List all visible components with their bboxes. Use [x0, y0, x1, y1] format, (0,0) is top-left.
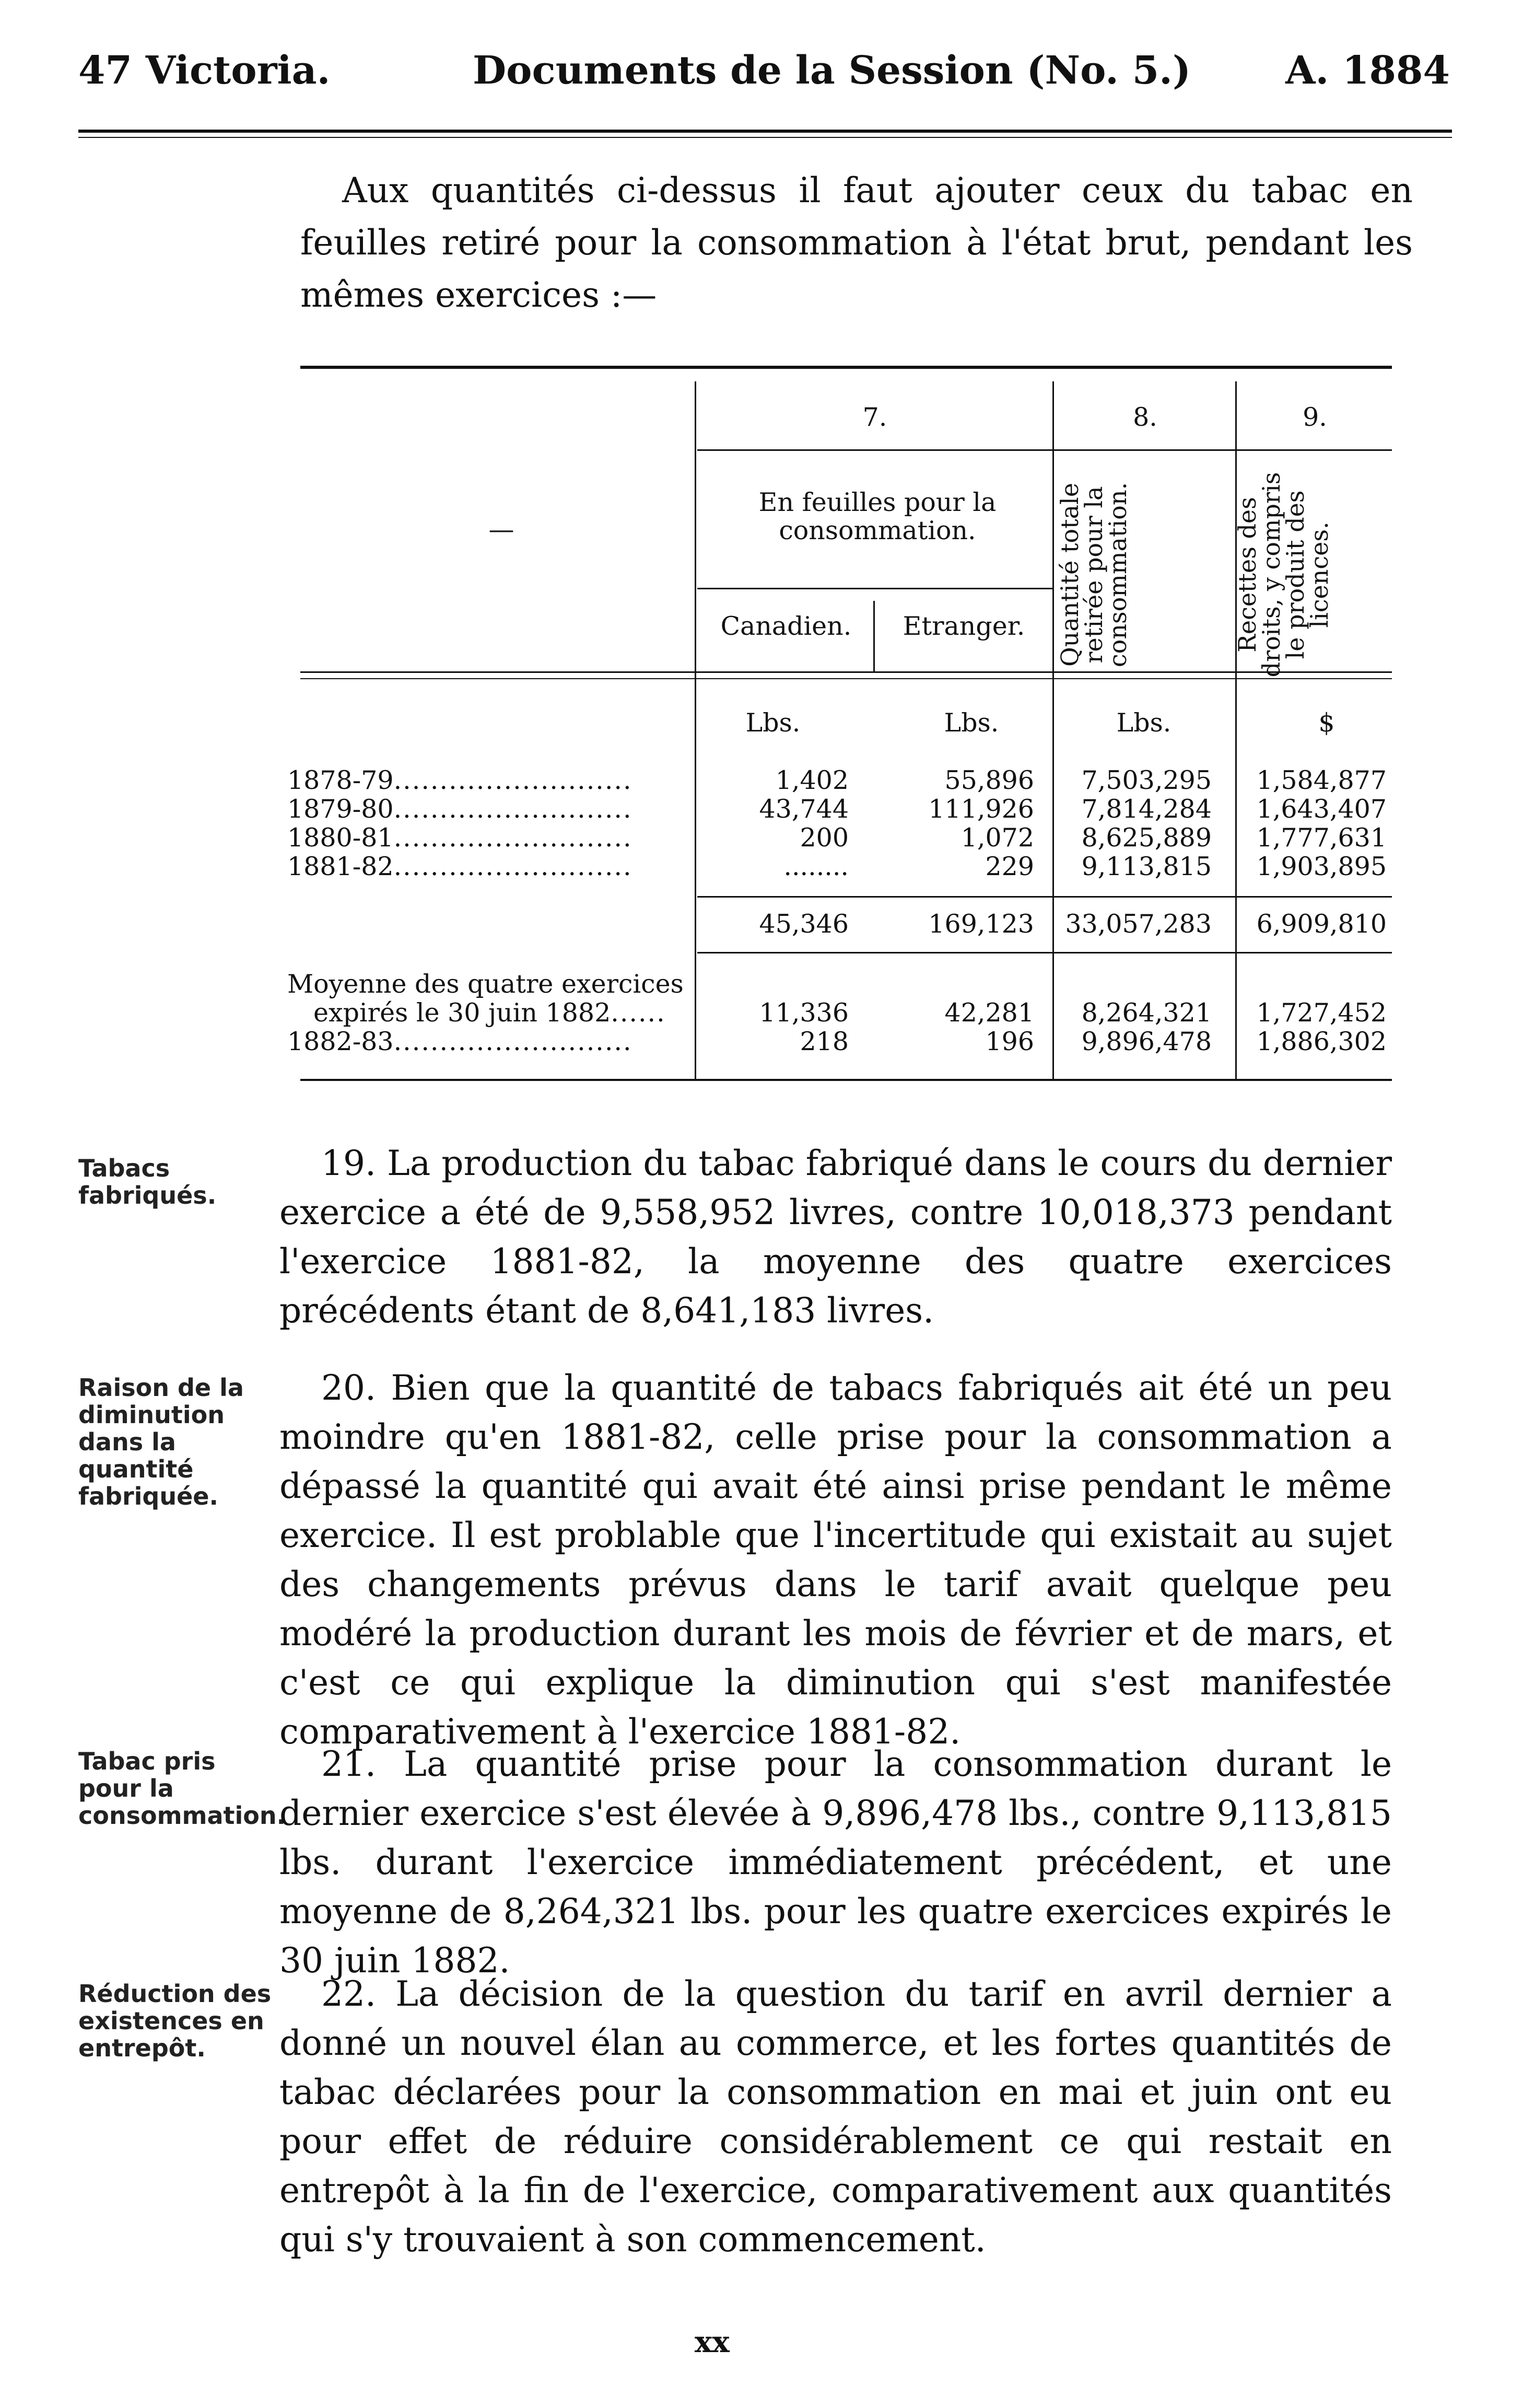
col7-group-header: En feuilles pour la consommation. — [758, 487, 997, 545]
average-etranger: 42,281 — [944, 998, 1034, 1028]
total-etranger: 169,123 — [928, 909, 1034, 939]
average-total: 8,264,321 — [1081, 998, 1212, 1028]
header-year: A. 1884 — [1285, 48, 1450, 93]
cell-total: 8,625,889 — [1081, 823, 1212, 853]
intro-text: Aux quantités ci-dessus il faut ajouter ceux du tabac en feuilles retiré pour la consommation à l'état brut, pendant les mêmes exercices :— — [300, 170, 1413, 315]
col8-header: Quantité totale retirée pour la consommation. — [1056, 482, 1132, 668]
intro-paragraph — [300, 165, 1413, 321]
col-etranger-header: Etranger. — [903, 611, 1025, 641]
table-rule — [300, 678, 1392, 679]
header-volume: 47 Victoria. — [78, 48, 331, 93]
cell-etranger: 196 — [985, 1027, 1034, 1056]
table-col-rule — [695, 381, 696, 1079]
average-recettes: 1,727,452 — [1256, 998, 1387, 1028]
cell-total: 7,814,284 — [1081, 794, 1212, 824]
paragraph-21: 21. La quantité prise pour la consommation durant le dernier exercice s'est élevée à 9,896,478 lbs., contre 9,113,815 lbs. durant l'exercice immédiatement précédent, et une moyenne de 8,264,321 lbs. pour les quatre exercices expirés le 30 juin 1882. — [279, 1744, 1392, 1981]
cell-canadien: 43,744 — [759, 794, 849, 824]
unit-recettes: $ — [1318, 708, 1335, 738]
unit-etranger: Lbs. — [944, 708, 999, 738]
margin-note: Réduction des existences en entrepôt. — [78, 1980, 272, 2062]
margin-note: Raison de la diminution dans la quantité fabriquée. — [78, 1374, 244, 1510]
cell-recettes: 1,777,631 — [1256, 823, 1387, 853]
cell-total: 9,113,815 — [1081, 852, 1212, 881]
cell-canadien: 1,402 — [775, 765, 849, 795]
cell-canadien: 218 — [800, 1027, 849, 1056]
table-top-rule — [300, 366, 1392, 369]
cell-etranger: 111,926 — [928, 794, 1034, 824]
cell-canadien: 200 — [800, 823, 849, 853]
margin-note: Tabacs fabriqués. — [78, 1154, 217, 1209]
total-total: 33,057,283 — [1065, 909, 1212, 939]
table-bottom-rule — [300, 1079, 1392, 1081]
cell-recettes: 1,584,877 — [1256, 765, 1387, 795]
col7-number: 7. — [862, 402, 887, 432]
cell-recettes: 1,903,895 — [1256, 852, 1387, 881]
paragraph-19: 19. La production du tabac fabriqué dans le cours du dernier exercice a été de 9,558,952 livres, contre 10,018,373 pendant l'exercice 1881-82, la moyenne des quatre exercices précédents étant de 8,641,183 livres. — [279, 1143, 1392, 1331]
cell-etranger: 55,896 — [944, 765, 1034, 795]
unit-canadien: Lbs. — [745, 708, 801, 738]
table-col-rule — [873, 601, 875, 671]
table-rule — [300, 671, 1392, 673]
table-rule — [697, 449, 1392, 451]
cell-recettes: 1,643,407 — [1256, 794, 1387, 824]
row-label: 1880-81.......................... — [287, 823, 632, 853]
cell-total: 9,896,478 — [1081, 1027, 1212, 1056]
total-canadien: 45,346 — [759, 909, 849, 939]
unit-total: Lbs. — [1116, 708, 1171, 738]
col9-header: Recettes des droits, y compris le produit des licences. — [1233, 472, 1333, 678]
row-label: 1878-79.......................... — [287, 765, 632, 795]
cell-etranger: 1,072 — [960, 823, 1034, 853]
cell-total: 7,503,295 — [1081, 765, 1212, 795]
header-title: Documents de la Session (No. 5.) — [473, 48, 1191, 93]
paragraph-22: 22. La décision de la question du tarif en avril dernier a donné un nouvel élan au commerce, et les fortes quantités de tabac déclarées pour la consommation en mai et juin ont eu pour effet de réduire considérablement ce qui restait en entrepôt à la fin de l'exercice, comparativement aux quantités qui s'y trouvaient à son commencement. — [279, 1974, 1392, 2260]
table-col-rule — [1052, 381, 1054, 1079]
average-label-line2: expirés le 30 juin 1882...... — [313, 998, 666, 1028]
col-canadien-header: Canadien. — [720, 611, 852, 641]
col8-number: 8. — [1133, 402, 1157, 432]
cell-recettes: 1,886,302 — [1256, 1027, 1387, 1056]
row-label: 1882-83.......................... — [287, 1027, 632, 1056]
table-rule — [697, 588, 1052, 589]
page-number: xx — [695, 2325, 730, 2359]
margin-note: Tabac pris pour la consommation. — [78, 1747, 286, 1830]
table-rule — [697, 896, 1392, 898]
average-canadien: 11,336 — [759, 998, 849, 1028]
cell-etranger: 229 — [985, 852, 1034, 881]
col9-number: 9. — [1303, 402, 1327, 432]
row-label: 1879-80.......................... — [287, 794, 632, 824]
header-rule-thick — [78, 130, 1452, 133]
header-rule-thin — [78, 137, 1452, 138]
paragraph-20: 20. Bien que la quantité de tabacs fabriqués ait été un peu moindre qu'en 1881-82, celle prise pour la consommation a dépassé la quantité qui avait été ainsi prise pendant le même exercice. Il est problable que l'incertitude qui existait au sujet des changements prévus dans le tarif avait quelque peu modéré la production durant les mois de février et de mars, et c'est ce qui explique la diminution qui s'est manifestée comparativement à l'exercice 1881-82. — [279, 1368, 1392, 1752]
row-label: 1881-82.......................... — [287, 852, 632, 881]
total-recettes: 6,909,810 — [1256, 909, 1387, 939]
table-rule — [697, 952, 1392, 953]
stub-dash: — — [488, 515, 514, 544]
average-label-line1: Moyenne des quatre exercices — [287, 969, 684, 999]
cell-canadien: ........ — [783, 852, 849, 881]
